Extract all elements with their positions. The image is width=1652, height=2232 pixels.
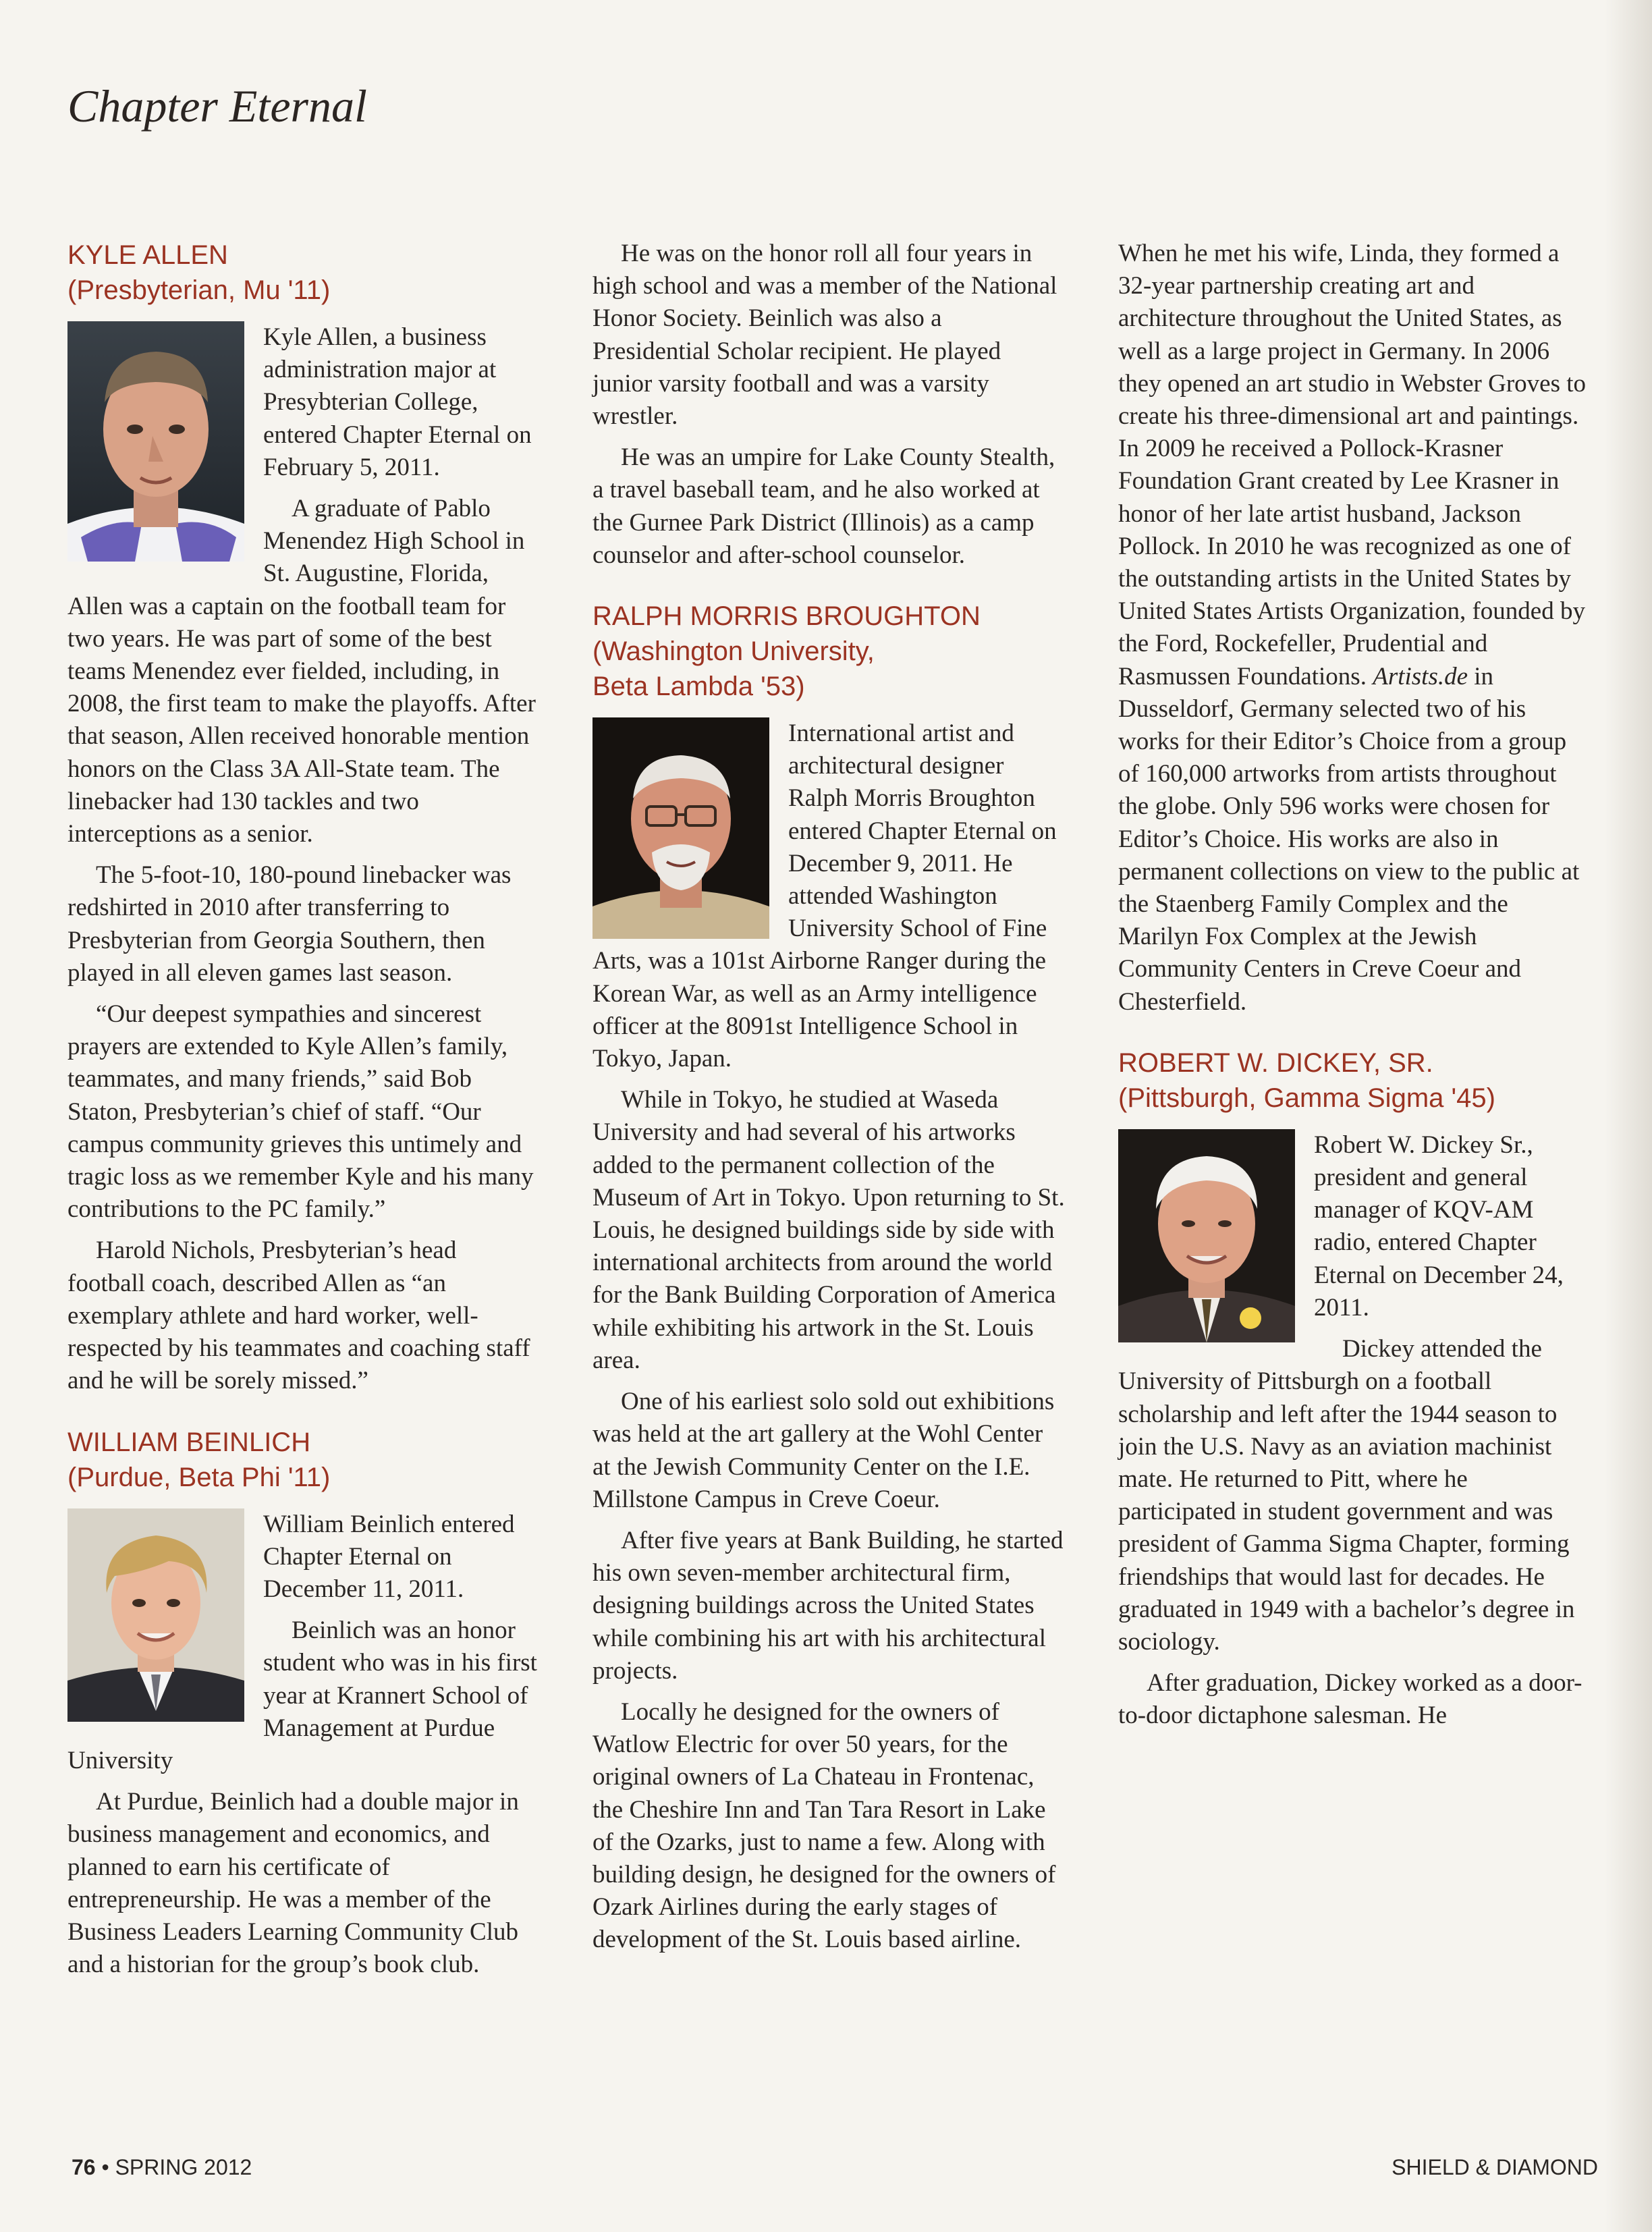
italic-title: Artists.de — [1373, 662, 1468, 690]
portrait-image — [67, 321, 244, 562]
column-3 — [1118, 238, 1591, 1741]
obituary-affiliation: (Purdue, Beta Phi '11) — [67, 1462, 331, 1492]
portrait-image — [593, 717, 769, 939]
photo-kyle-allen — [67, 321, 244, 562]
footer-publication: SHIELD & DIAMOND — [1392, 2155, 1598, 2179]
obituary-paragraph: Kyle Allen, a business administration major at Presybterian College, entered Chapter Eternal on February 5, 2011. — [263, 323, 532, 481]
obituary-heading-beinlich — [67, 1425, 540, 1495]
obituary-affiliation: (Presbyterian, Mu '11) — [67, 275, 331, 305]
obituary-paragraph: While in Tokyo, he studied at Waseda University and had several of his artworks added to the permanent collection of the Museum of Art in Tokyo. Upon returning to St. Louis, he designed buildings side by side with international architects from around the world for the Bank Building Corporation of America while exhibiting his artwork in the St. Louis area. — [593, 1086, 1065, 1374]
section-title: Chapter Eternal — [67, 80, 367, 132]
obituary-paragraph: After five years at Bank Building, he started his own seven-member architectural firm, designing buildings across the United States while combining his art with his architectural projects. — [593, 1526, 1064, 1685]
obituary-paragraph: He was an umpire for Lake County Stealth, a travel baseball team, and he also worked at the Gurnee Park District (Illinois) as a camp counselor and after-school counselor. — [593, 443, 1055, 569]
obituary-paragraph: One of his earliest solo sold out exhibitions was held at the art gallery at the Wohl Center at the Jewish Community Center on the I.E. Millstone Campus in Creve Coeur. — [593, 1388, 1055, 1513]
obituary-heading-allen — [67, 238, 540, 308]
photo-ralph-broughton — [593, 717, 769, 939]
footer-separator: • — [95, 2155, 115, 2179]
footer-page-info — [72, 2155, 252, 2180]
obituary-affiliation: Beta Lambda '53) — [593, 672, 805, 702]
page-number: 76 — [72, 2155, 96, 2179]
obituary-paragraph: William Beinlich entered Chapter Eternal on December 11, 2011. — [263, 1510, 515, 1603]
obituary-paragraph: At Purdue, Beinlich had a double major in business management and economics, and planned to earn his certificate of entrepreneurship. He was a member of the Business Leaders Learning Community Club and a historian for the group’s book club. — [67, 1788, 519, 1979]
obituary-paragraph: International artist and architectural designer Ralph Morris Broughton entered Chapter Eternal on December 9, 2011. He attended Washington University School of Fine Arts, was a 101st Airborne Ranger during the Korean War, as well as an Army intelligence officer at the 8091st Intelligence School in Tokyo, Japan. — [593, 719, 1057, 1073]
paragraph-text: in Dusseldorf, Germany selected two of his works for their Editor’s Choice from a group of 160,000 artworks from artists throughout the globe. Only 596 works were chosen for Editor’s Choice. His works are also in permanent collections on view to the public at the Staenberg Family Complex and the Marilyn Fox Complex at the Jewish Community Centers in Creve Coeur and Chesterfield. — [1118, 662, 1580, 1016]
page-gutter-shadow — [1605, 0, 1652, 2232]
obituary-name: RALPH MORRIS BROUGHTON — [593, 601, 981, 632]
obituary-paragraph: He was on the honor roll all four years in high school and was a member of the National Honor Society. Beinlich was also a Presidential Scholar recipient. He played junior varsity football and was a varsity wrestler. — [593, 240, 1057, 431]
obituary-name: ROBERT W. DICKEY, SR. — [1118, 1047, 1433, 1078]
portrait-image — [67, 1508, 244, 1722]
column-2 — [593, 238, 1065, 1965]
obituary-name: WILLIAM BEINLICH — [67, 1427, 311, 1457]
obituary-paragraph: Dickey attended the University of Pittsburgh on a football scholarship and left after the 1944 season to join the U.S. Navy as an aviation machinist mate. He returned to Pitt, where he participated in student government and was president of Gamma Sigma Chapter, forming friendships that would last for decades. He graduated in 1949 with a bachelor’s degree in sociology. — [1118, 1335, 1575, 1656]
obituary-paragraph: Robert W. Dickey Sr., president and general manager of KQV-AM radio, entered Chapter Eternal on December 24, 2011. — [1314, 1131, 1564, 1322]
obituary-paragraph: The 5-foot-10, 180-pound linebacker was redshirted in 2010 after transferring to Presbyterian from Georgia Southern, then played in all eleven games last season. — [67, 861, 512, 987]
photo-william-beinlich — [67, 1508, 244, 1722]
obituary-paragraph: Beinlich was an honor student who was in his first year at Krannert School of Management at Purdue University — [67, 1616, 537, 1774]
obituary-paragraph: Locally he designed for the owners of Watlow Electric for over 50 years, for the original owners of La Chateau in Frontenac, the Cheshire Inn and Tan Tara Resort in Lake of the Ozarks, just to name a few. Along with building design, he designed for the owners of Ozark Airlines during the early stages of development of the St. Louis based airline. — [593, 1697, 1056, 1954]
paragraph-text: When he met his wife, Linda, they formed a 32-year partnership creating art and architecture throughout the United States, as well as a large project in Germany. In 2006 they opened an art studio in Webster Groves to create his three-dimensional art and paintings. In 2009 he received a Pollock-Krasner Foundation Grant created by Lee Krasner in honor of her late artist husband, Jackson Pollock. In 2010 he was recognized as one of the outstanding artists in the United States by United States Artists Organization, founded by the Ford, Rockefeller, Prudential and Rasmussen Foundations. — [1118, 240, 1587, 690]
obituary-paragraph: After graduation, Dickey worked as a door-to-door dictaphone salesman. He — [1118, 1669, 1582, 1730]
obituary-name: KYLE ALLEN — [67, 240, 228, 270]
obituary-paragraph: Harold Nichols, Presbyterian’s head football coach, described Allen as “an exemplary athlete and hard worker, well-respected by his teammates and coaching staff and he will be sorely missed.” — [67, 1236, 530, 1395]
obituary-heading-broughton — [593, 599, 1065, 704]
photo-robert-dickey — [1118, 1129, 1295, 1342]
column-1 — [67, 238, 540, 1990]
issue-label: SPRING 2012 — [115, 2155, 252, 2179]
obituary-paragraph: A graduate of Pablo Menendez High School in St. Augustine, Florida, Allen was a captain on the football team for two years. He was part of some of the best teams Menendez ever fielded, including, in 2008, the first team to make the playoffs. After that season, Allen received honorable mention honors on the Class 3A All-State team. The linebacker had 130 tackles and two interceptions as a senior. — [67, 495, 536, 848]
obituary-heading-dickey — [1118, 1045, 1591, 1116]
obituary-affiliation: (Washington University, — [593, 636, 875, 667]
obituary-paragraph — [1118, 238, 1591, 1018]
obituary-affiliation: (Pittsburgh, Gamma Sigma '45) — [1118, 1083, 1495, 1113]
obituary-paragraph: “Our deepest sympathies and sincerest prayers are extended to Kyle Allen’s family, teammates, and many friends,” said Bob Staton, Presbyterian’s chief of staff. “Our campus community grieves this untimely and tragic loss as we remember Kyle and his many contributions to the PC family.” — [67, 1000, 534, 1224]
portrait-image — [1118, 1129, 1295, 1342]
